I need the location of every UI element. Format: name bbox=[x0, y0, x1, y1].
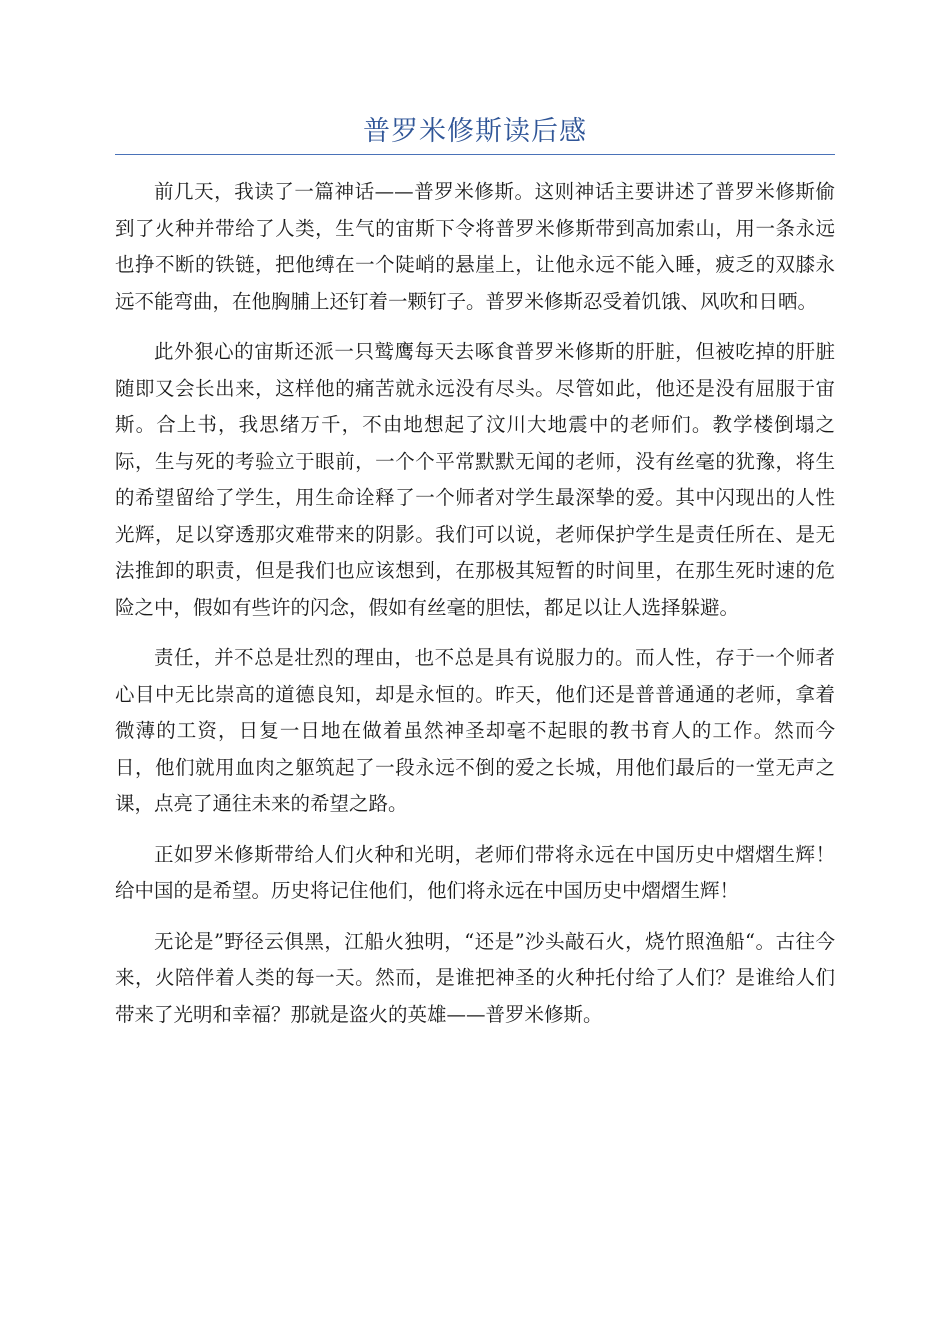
paragraph-3: 责任，并不总是壮烈的理由，也不总是具有说服力的。而人性，存于一个师者心目中无比崇高的道德良知，却是永恒的。昨天，他们还是普普通通的老师，拿着微薄的工资，日复一日地在做着虽然神圣却毫不起眼的教书育人的工作。然而今日，他们就用血肉之躯筑起了一段永远不倒的爱之长城，用他们最后的一堂无声之课，点亮了通往未来的希望之路。 bbox=[115, 646, 835, 815]
paragraph-4: 正如罗米修斯带给人们火种和光明，老师们带将永远在中国历史中熠熠生辉！给中国的是希望。历史将记住他们，他们将永远在中国历史中熠熠生辉！ bbox=[115, 842, 835, 902]
title-underline bbox=[115, 154, 835, 155]
paragraph-1: 前几天，我读了一篇神话——普罗米修斯。这则神话主要讲述了普罗米修斯偷到了火种并带给了人类，生气的宙斯下令将普罗米修斯带到高加索山，用一条永远也挣不断的铁链，把他缚在一个陡峭的悬崖上，让他永远不能入睡，疲乏的双膝永远不能弯曲，在他胸脯上还钉着一颗钉子。普罗米修斯忍受着饥饿、风吹和日晒。 bbox=[115, 180, 835, 313]
document-body bbox=[115, 174, 835, 1047]
document-title: 普罗米修斯读后感 bbox=[363, 116, 587, 147]
paragraph-5: 无论是”野径云俱黑，江船火独明，“还是”沙头敲石火，烧竹照渔船“。古往今来，火陪伴着人类的每一天。然而，是谁把神圣的火种托付给了人们？是谁给人们带来了光明和幸福？那就是盗火的英雄——普罗米修斯。 bbox=[115, 929, 835, 1026]
paragraph-2: 此外狠心的宙斯还派一只鹫鹰每天去啄食普罗米修斯的肝脏，但被吃掉的肝脏随即又会长出来，这样他的痛苦就永远没有尽头。尽管如此，他还是没有屈服于宙斯。合上书，我思绪万千，不由地想起了汶川大地震中的老师们。教学楼倒塌之际，生与死的考验立于眼前，一个个平常默默无闻的老师，没有丝毫的犹豫，将生的希望留给了学生，用生命诠释了一个师者对学生最深挚的爱。其中闪现出的人性光辉，足以穿透那灾难带来的阴影。我们可以说，老师保护学生是责任所在、是无法推卸的职责，但是我们也应该想到，在那极其短暂的时间里，在那生死时速的危险之中，假如有些许的闪念，假如有丝毫的胆怯，都足以让人选择躲避。 bbox=[115, 340, 835, 619]
